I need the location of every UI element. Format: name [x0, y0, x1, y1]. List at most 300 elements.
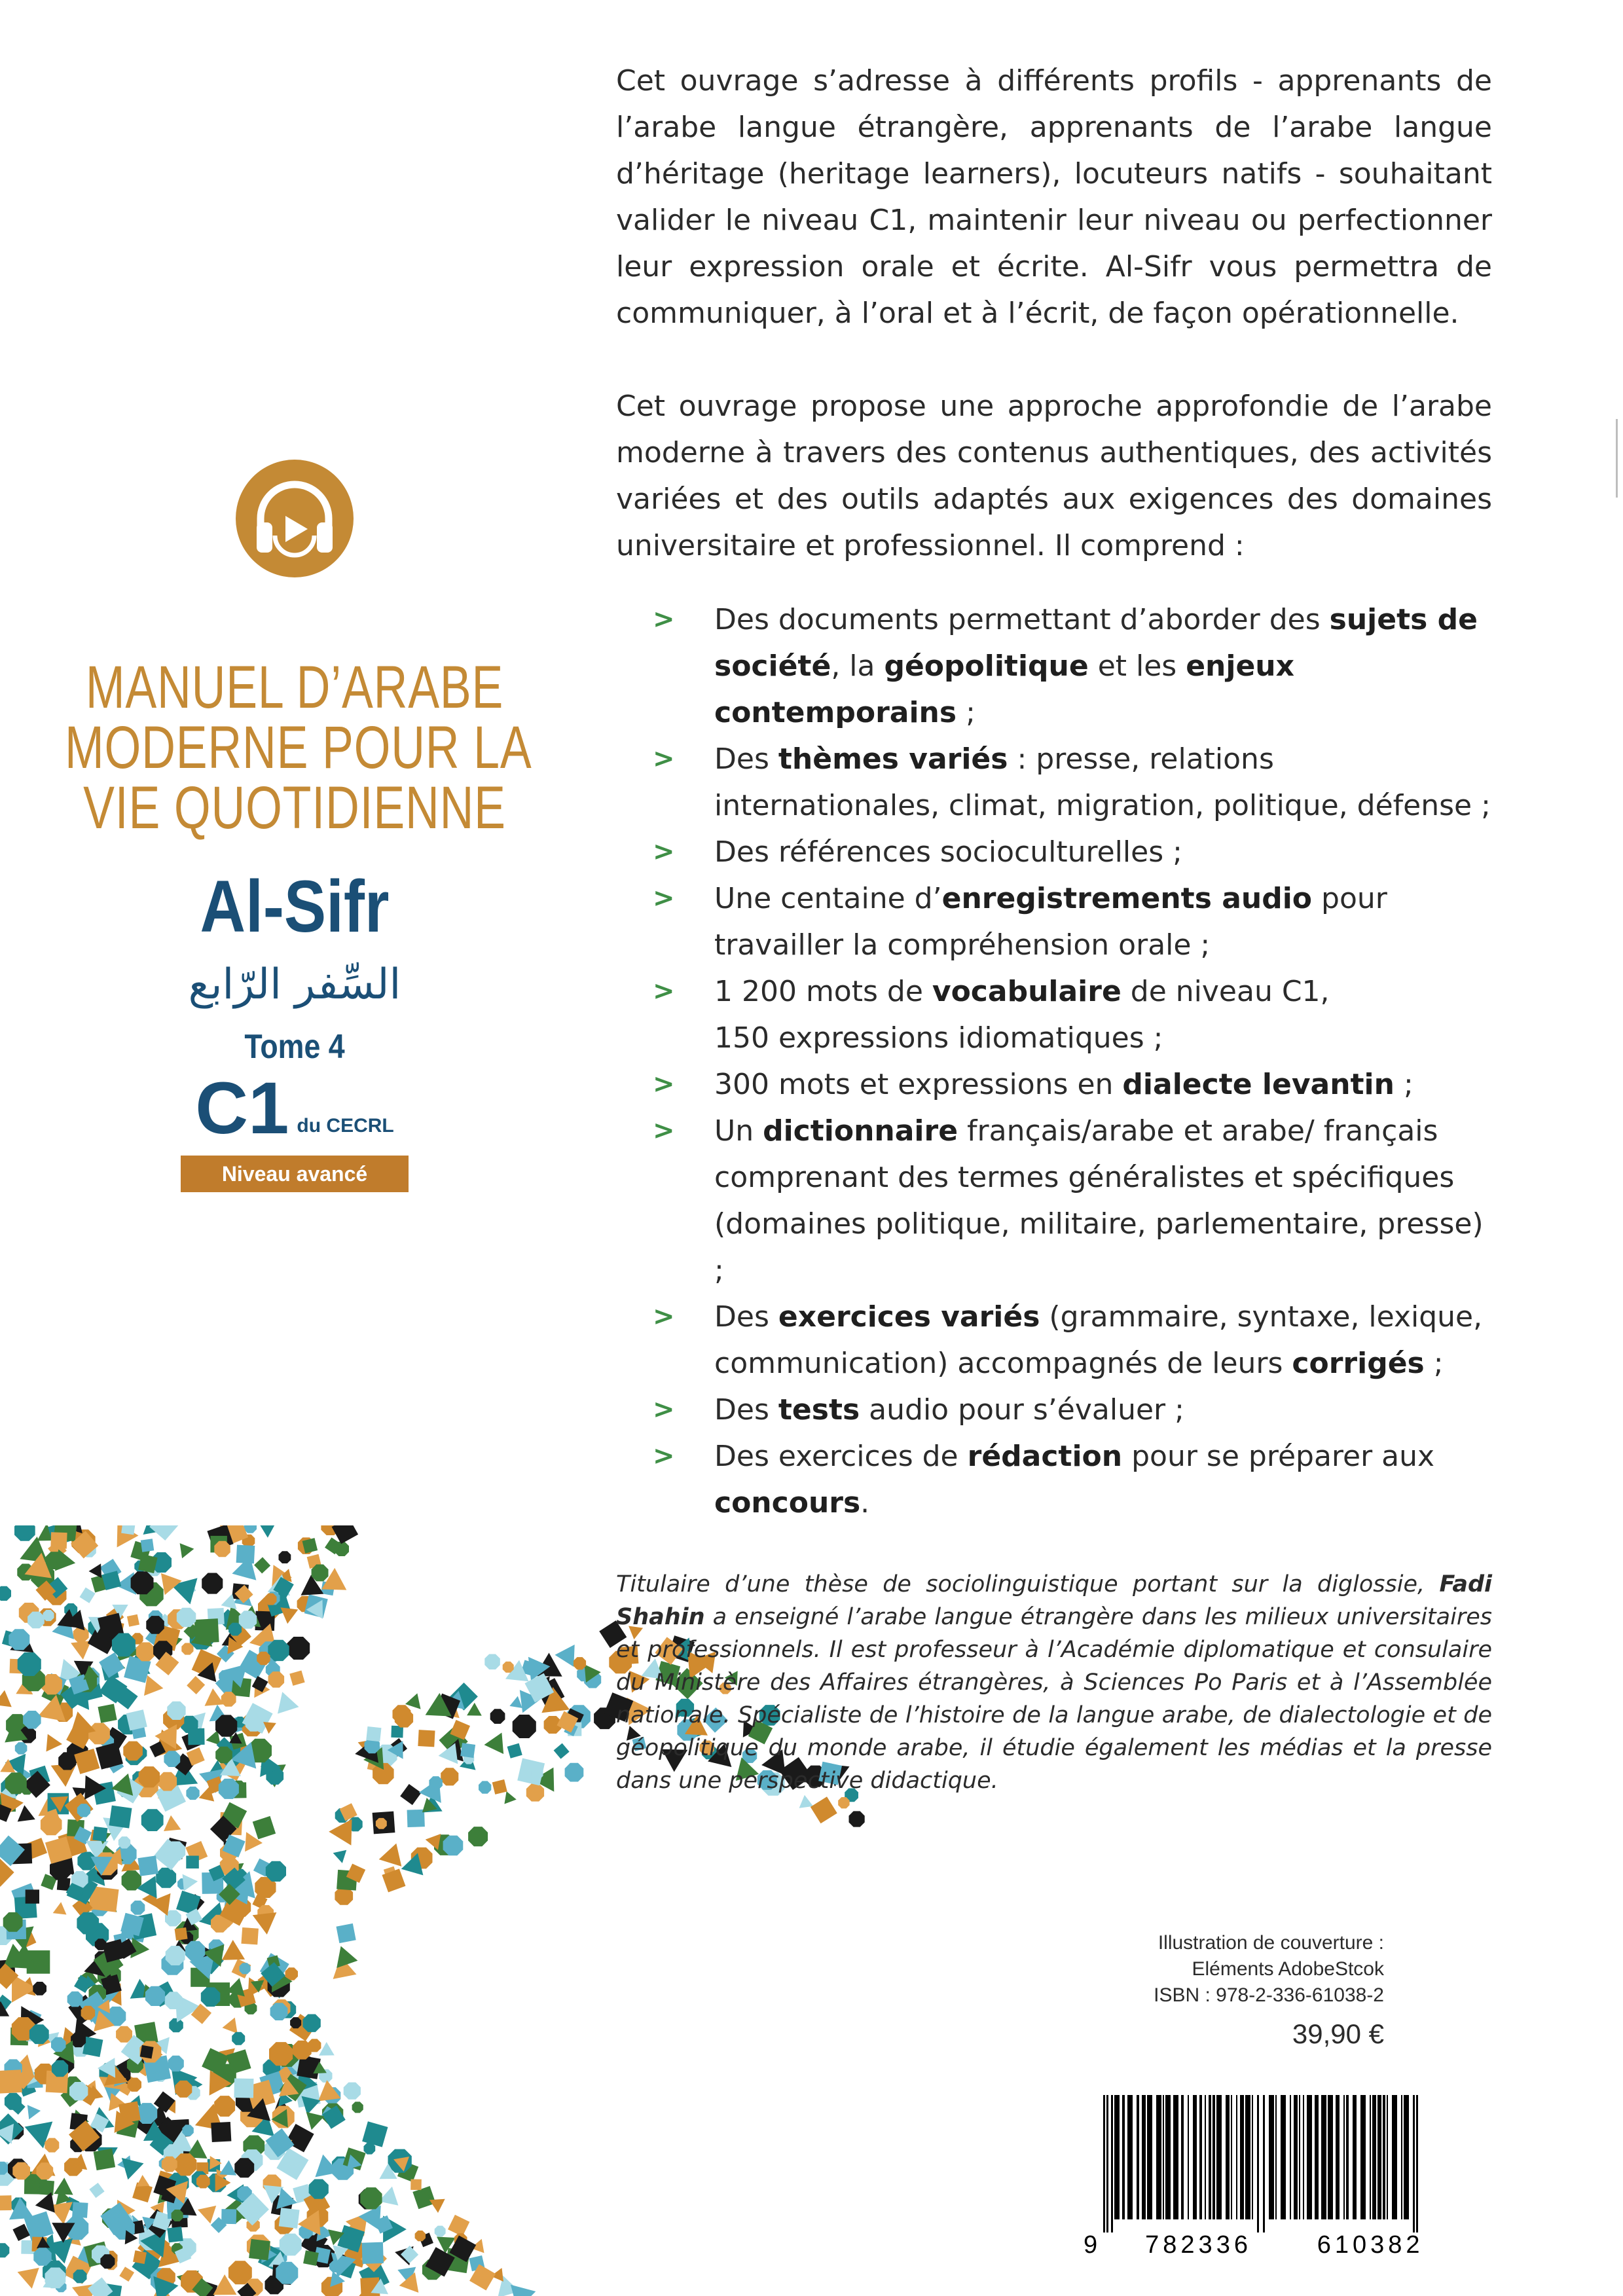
- item-highlight: dialecte levantin: [1122, 1068, 1395, 1101]
- mosaic-tile: [410, 2179, 422, 2190]
- mosaic-tile: [128, 2078, 141, 2092]
- list-item: [616, 1108, 1492, 1294]
- mosaic-tile: [181, 1643, 193, 1655]
- mosaic-tile: [52, 2060, 68, 2077]
- list-item: [616, 829, 1492, 875]
- chevron-right-icon: >: [653, 1441, 675, 1471]
- barcode-bar: [1142, 2095, 1146, 2219]
- barcode-bar: [1343, 2095, 1345, 2219]
- list-item: [616, 968, 1492, 1061]
- barcode-bar: [1199, 2095, 1202, 2219]
- level-row: [0, 1067, 589, 1149]
- mosaic-tile: [214, 1541, 230, 1558]
- item-text: de niveau C1,: [1121, 975, 1330, 1008]
- mosaic-tile: [29, 2024, 49, 2044]
- mosaic-tile: [26, 1889, 39, 1903]
- barcode-bar: [1205, 2095, 1206, 2219]
- item-text: ;: [1424, 1347, 1444, 1380]
- mosaic-tile: [100, 2254, 115, 2269]
- mosaic-tile: [33, 1982, 46, 1995]
- barcode-bar: [1404, 2095, 1409, 2219]
- barcode-bar: [1209, 2095, 1211, 2219]
- mosaic-tile: [119, 1836, 130, 1848]
- mosaic-tile: [221, 1692, 236, 1707]
- mosaic-tile: [249, 2239, 270, 2261]
- barcode-bar: [1321, 2095, 1326, 2219]
- item-text: pour travailler la compréhension orale ;: [714, 882, 1387, 962]
- barcode-bar: [1263, 2095, 1265, 2232]
- mosaic-tile: [88, 1723, 110, 1745]
- barcode-bar: [1269, 2095, 1274, 2219]
- barcode-bar: [1307, 2095, 1312, 2219]
- barcode-bar: [1294, 2095, 1298, 2219]
- mosaic-tile: [46, 1734, 63, 1752]
- item-text: audio pour s’évaluer ;: [860, 1393, 1184, 1427]
- chevron-right-icon: >: [653, 837, 675, 867]
- mosaic-tile: [53, 1902, 67, 1914]
- barcode-bar: [1216, 2095, 1222, 2219]
- mosaic-tile: [43, 1610, 54, 1621]
- series-title-line: MANUEL D’ARABE: [85, 654, 504, 721]
- mosaic-tile: [196, 2175, 210, 2189]
- barcode-bar: [1413, 2095, 1415, 2232]
- mosaic-tile: [167, 2227, 183, 2242]
- mosaic-tile: [41, 1814, 62, 1836]
- barcode-number: [1084, 2231, 1437, 2259]
- mosaic-tile: [198, 2206, 216, 2223]
- mosaic-tile: [205, 1688, 225, 1706]
- barcode-bar: [1346, 2095, 1349, 2219]
- mosaic-tile: [234, 2158, 254, 2178]
- author-bio: [616, 1568, 1492, 1797]
- mosaic-tile: [435, 2226, 446, 2237]
- chevron-right-icon: >: [653, 744, 675, 774]
- mosaic-tile: [144, 1675, 163, 1696]
- mosaic-tile: [215, 1715, 237, 1736]
- mosaic-tile: [236, 1545, 255, 1564]
- mosaic-tile: [141, 1809, 164, 1831]
- mosaic-tile: [366, 1726, 381, 1741]
- mosaic-tile: [240, 1963, 251, 1974]
- chevron-right-icon: >: [653, 976, 675, 1006]
- mosaic-tile: [27, 1612, 45, 1629]
- mosaic-tile: [136, 2103, 157, 2124]
- mosaic-tile: [180, 1543, 194, 1558]
- mosaic-tile: [119, 2101, 141, 2123]
- mosaic-tile: [280, 1607, 298, 1624]
- mosaic-tile: [50, 1532, 67, 1548]
- mosaic-tile: [112, 1633, 136, 1657]
- mosaic-tile: [23, 1711, 41, 1729]
- mosaic-tile: [71, 2032, 86, 2047]
- item-text: 1 200 mots de: [714, 975, 932, 1008]
- mosaic-tile: [116, 2026, 132, 2043]
- mosaic-tile: [531, 1768, 543, 1779]
- mosaic-tile: [72, 2202, 88, 2217]
- mosaic-tile: [156, 1868, 176, 1888]
- item-highlight: enregistrements audio: [941, 882, 1313, 915]
- mosaic-tile: [344, 2083, 361, 2100]
- barcode-bar: [1193, 2095, 1197, 2219]
- barcode-bar: [1328, 2095, 1333, 2219]
- barcode-bar: [1106, 2095, 1108, 2232]
- mosaic-tile: [94, 2149, 115, 2170]
- mosaic-tile: [443, 1836, 464, 1856]
- mosaic-tile: [490, 1709, 505, 1724]
- mosaic-tile: [526, 1783, 544, 1801]
- list-item: [616, 736, 1492, 829]
- book-title: Al-Sifr: [200, 866, 390, 947]
- mosaic-tile: [0, 1586, 11, 1601]
- item-highlight: dictionnaire: [763, 1114, 958, 1148]
- mosaic-tile: [145, 1986, 165, 2006]
- item-text: .: [860, 1486, 870, 1520]
- mosaic-tile: [174, 2153, 196, 2176]
- mosaic-tile: [165, 1992, 183, 2009]
- mosaic-tile: [265, 1594, 277, 1605]
- item-text: 150 expressions idiomatiques ;: [714, 1021, 1163, 1055]
- mosaic-tile: [211, 2122, 231, 2142]
- mosaic-tile: [69, 2082, 88, 2100]
- barcode-bar: [1226, 2095, 1230, 2219]
- barcode-digits-right: 610382: [1317, 2231, 1424, 2259]
- mosaic-tile: [513, 1715, 536, 1738]
- mosaic-tile: [484, 1733, 504, 1755]
- mosaic-tile: [175, 2081, 192, 2098]
- mosaic-tile: [479, 1781, 491, 1793]
- mosaic-tile: [131, 1571, 154, 1594]
- barcode-bar: [1315, 2095, 1319, 2219]
- mosaic-tile: [362, 2242, 384, 2264]
- mosaic-tile: [266, 1861, 286, 1882]
- mosaic-tile: [166, 1946, 185, 1965]
- barcode-icon: [1084, 2095, 1437, 2232]
- volume-label: Tome 4: [244, 1028, 345, 1066]
- mosaic-tile: [246, 1715, 262, 1732]
- mosaic-tile: [167, 1702, 185, 1720]
- mosaic-tile: [123, 1741, 143, 1761]
- credits-block: [991, 1930, 1384, 2009]
- mosaic-tile: [303, 2250, 319, 2266]
- barcode-bar: [1370, 2095, 1371, 2219]
- barcode-bar: [1103, 2095, 1105, 2232]
- mosaic-tile: [287, 1637, 310, 1660]
- bio-text: a enseigné l’arabe langue étrangère dans les milieux universitaires et professionnels. Il est professeur à l’Académie diplomatique et consulaire du Ministère des Affaires étrangères, à Sciences Po Paris et à l’Assemblée nationale. Spécialiste de l’histoire de la langue arabe, de dialectologie et de géopolitique du monde arabe, il étudie également les médias et la presse dans une perspective didactique.: [616, 1604, 1492, 1794]
- mosaic-tile: [289, 1670, 304, 1685]
- page-edge-mark: [1616, 419, 1618, 498]
- mosaic-tile: [202, 1573, 223, 1594]
- mosaic-tile: [379, 1844, 402, 1867]
- mosaic-tile: [119, 2267, 134, 2282]
- mosaic-tile: [503, 1662, 514, 1673]
- item-highlight: géopolitique: [884, 649, 1089, 683]
- mosaic-tile: [3, 1912, 23, 1932]
- mosaic-tile: [139, 1766, 160, 1787]
- series-title-line: VIE QUOTIDIENNE: [83, 774, 506, 841]
- mosaic-tile: [131, 1901, 145, 1915]
- mosaic-tile: [73, 2270, 87, 2284]
- barcode-bar: [1353, 2095, 1357, 2219]
- barcode-bar: [1281, 2095, 1286, 2219]
- mosaic-tile: [146, 1616, 164, 1634]
- mosaic-tile: [429, 2199, 445, 2213]
- mosaic-tile: [88, 2277, 113, 2296]
- mosaic-tile: [186, 1856, 199, 1869]
- mosaic-tile: [302, 2014, 320, 2032]
- mosaic-tile: [468, 1827, 488, 1846]
- level-code: C1: [195, 1067, 289, 1149]
- mosaic-tile: [141, 1539, 155, 1552]
- mosaic-tile: [5, 1772, 27, 1794]
- mosaic-tile: [81, 2006, 96, 2020]
- barcode-bar: [1236, 2095, 1237, 2219]
- mosaic-tile: [555, 1645, 575, 1667]
- mosaic-tile: [77, 1912, 99, 1935]
- item-text: ;: [1394, 1068, 1413, 1101]
- barcode-bar: [1257, 2095, 1259, 2232]
- mosaic-tile: [441, 1768, 458, 1785]
- mosaic-tile: [239, 1611, 257, 1629]
- barcode-bar: [1401, 2095, 1402, 2219]
- mosaic-tile: [169, 2018, 183, 2033]
- mosaic-tile: [407, 1810, 425, 1827]
- item-highlight: exercices variés: [778, 1300, 1040, 1334]
- barcode-digits-left: 782336: [1145, 2231, 1252, 2259]
- chevron-right-icon: >: [653, 1069, 675, 1099]
- mosaic-tile: [18, 1805, 35, 1821]
- chevron-right-icon: >: [653, 1394, 675, 1425]
- mosaic-tile: [221, 2209, 236, 2224]
- mosaic-tile: [333, 1850, 347, 1863]
- item-text: Une centaine d’: [714, 882, 942, 915]
- mosaic-tile: [175, 1927, 188, 1941]
- item-text: Des documents permettant d’aborder des: [714, 603, 1330, 636]
- author-name: Fadi Shahin: [616, 1571, 1492, 1630]
- price: 39,90 €: [1292, 2018, 1384, 2049]
- list-item: [616, 1061, 1492, 1108]
- item-highlight: tests: [778, 1393, 860, 1427]
- item-highlight: concours: [714, 1486, 861, 1520]
- level-badge: Niveau avancé: [181, 1156, 409, 1192]
- mosaic-tile: [55, 1550, 75, 1571]
- mosaic-tile: [215, 1747, 232, 1764]
- mosaic-tile: [98, 1704, 117, 1723]
- barcode-bar: [1181, 2095, 1184, 2219]
- mosaic-tile: [136, 2175, 149, 2187]
- list-item: [616, 1433, 1492, 1526]
- feature-list: [616, 596, 1492, 1526]
- mosaic-tile: [45, 2268, 66, 2289]
- barcode-bar: [1383, 2095, 1385, 2219]
- mosaic-tile: [253, 1816, 276, 1839]
- barcode-bar: [1245, 2095, 1250, 2219]
- mosaic-tile: [214, 2096, 235, 2117]
- barcode-bar: [1372, 2095, 1376, 2219]
- mosaic-tile: [93, 1887, 119, 1912]
- mosaic-tile: [352, 2102, 363, 2113]
- mosaic-tile: [51, 2037, 66, 2052]
- description-column: [616, 58, 1492, 1526]
- title-block: [0, 458, 589, 1192]
- mosaic-tile: [164, 1815, 181, 1831]
- mosaic-tile: [429, 1776, 443, 1790]
- mosaic-tile: [122, 1870, 141, 1890]
- bio-text: Titulaire d’une thèse de sociolinguistique portant sur la diglossie,: [616, 1571, 1440, 1597]
- mosaic-tile: [364, 2143, 376, 2155]
- mosaic-tile: [136, 1643, 155, 1662]
- mosaic-tile: [306, 2112, 325, 2130]
- mosaic-tile: [9, 1629, 29, 1650]
- mosaic-tile: [92, 1827, 107, 1842]
- mosaic-tile: [0, 1690, 12, 1707]
- mosaic-tile: [64, 2158, 82, 2176]
- barcode-bar: [1173, 2095, 1178, 2219]
- barcode-bar: [1213, 2095, 1215, 2219]
- barcode-bar: [1299, 2095, 1300, 2219]
- item-text: , la: [831, 649, 884, 683]
- series-title-line: MODERNE POUR LA: [65, 714, 532, 781]
- barcode-bar: [1111, 2095, 1113, 2232]
- mosaic-tile: [257, 1652, 270, 1665]
- mosaic-tile: [362, 2121, 388, 2147]
- barcode-bar: [1290, 2095, 1291, 2219]
- barcode-bar: [1156, 2095, 1161, 2219]
- chevron-right-icon: >: [653, 883, 675, 913]
- mosaic-tile: [158, 1772, 177, 1791]
- mosaic-tile: [122, 2158, 144, 2179]
- intro-paragraph: Cet ouvrage s’adresse à différents profils - apprenants de l’arabe langue étrangère, apprenants de l’arabe langue d’héritage (heritage learners), locuteurs natifs - souhaitant valider le niveau C1, maintenir leur niveau ou perfectionner leur expression orale et écrite. Al-Sifr vous permettra de communiquer, à l’oral et à l’écrit, de façon opérationnelle.: [616, 64, 1492, 330]
- item-highlight: vocabulaire: [932, 975, 1122, 1008]
- mosaic-tile: [0, 2195, 12, 2210]
- barcode-bar: [1127, 2095, 1133, 2219]
- barcode-bar: [1416, 2095, 1418, 2232]
- mosaic-tile: [376, 1818, 387, 1829]
- mosaic-tile: [232, 2032, 245, 2045]
- mosaic-tile: [27, 2105, 41, 2119]
- list-item: [616, 596, 1492, 736]
- mosaic-tile: [37, 2162, 54, 2179]
- mosaic-tile: [309, 2179, 329, 2199]
- mosaic-tile: [80, 1588, 96, 1603]
- mosaic-tile: [223, 2018, 238, 2034]
- barcode-bar: [1188, 2095, 1189, 2219]
- barcode-bar: [1114, 2095, 1120, 2219]
- item-highlight: rédaction: [967, 1440, 1123, 1473]
- mosaic-tile: [89, 1563, 102, 1578]
- barcode-bar: [1240, 2095, 1244, 2219]
- mosaic-tile: [448, 2215, 469, 2236]
- mosaic-tile: [172, 2210, 183, 2221]
- mosaic-tile: [312, 1565, 329, 1582]
- mosaic-tile: [268, 1640, 289, 1661]
- chevron-right-icon: >: [653, 1302, 675, 1332]
- barcode-bar: [1137, 2095, 1139, 2219]
- item-highlight: thèmes variés: [778, 742, 1008, 776]
- mosaic-tile: [401, 2246, 418, 2263]
- item-text: Des: [714, 1393, 778, 1427]
- mosaic-tile: [186, 1787, 199, 1800]
- mosaic-tile: [259, 1525, 276, 1538]
- barcode-bar: [1303, 2095, 1304, 2219]
- mosaic-tile: [574, 1657, 586, 1669]
- list-item: [616, 1294, 1492, 1387]
- item-text: Des: [714, 742, 778, 776]
- mosaic-tile: [280, 2234, 302, 2256]
- mosaic-tile: [279, 1551, 291, 1563]
- mosaic-tile: [395, 1709, 413, 1727]
- mosaic-tile: [18, 2268, 39, 2289]
- level-framework: du CECRL: [297, 1115, 394, 1137]
- chevron-right-icon: >: [653, 1116, 675, 1146]
- list-item: [616, 1387, 1492, 1433]
- mosaic-tile: [39, 2180, 54, 2196]
- mosaic-tile: [109, 1806, 132, 1829]
- mosaic-tile: [15, 1742, 27, 1755]
- mosaic-tile: [54, 2178, 73, 2195]
- item-text: Des références socioculturelles ;: [714, 835, 1182, 869]
- arabic-title: السِّفر الرّابع: [188, 960, 401, 1009]
- mosaic-tile: [554, 1743, 570, 1759]
- illustration-credit-value: Eléments AdobeStcok: [1192, 1958, 1384, 1980]
- mosaic-tile: [188, 1728, 205, 1745]
- mosaic-tile: [168, 2056, 183, 2071]
- barcode-bar: [1275, 2095, 1277, 2219]
- mosaic-tile: [418, 1730, 435, 1747]
- item-highlight: enjeux contemporains: [714, 649, 1294, 729]
- item-text: : presse, relations internationales, climat, migration, politique, défense ;: [714, 742, 1491, 822]
- mosaic-tile: [201, 1988, 221, 2007]
- barcode-bar: [1147, 2095, 1152, 2219]
- mosaic-tile: [268, 1671, 285, 1688]
- mosaic-tile: [293, 2041, 312, 2060]
- mosaic-tile: [0, 2243, 9, 2257]
- barcode-bar: [1163, 2095, 1164, 2219]
- mosaic-tile: [492, 1779, 507, 1795]
- barcode-bar: [1387, 2095, 1388, 2219]
- mosaic-tile: [849, 1811, 865, 1827]
- mosaic-tile: [162, 2157, 177, 2172]
- mosaic-tile: [415, 2231, 426, 2241]
- mosaic-tile: [329, 1819, 352, 1846]
- mosaic-tile: [177, 1608, 196, 1627]
- mosaic-tile: [234, 2079, 253, 2098]
- barcode-bar: [1252, 2095, 1253, 2219]
- barcode-bar: [1122, 2095, 1125, 2219]
- mosaic-tile: [33, 2248, 51, 2266]
- item-text: Des: [714, 1300, 778, 1334]
- mosaic-tile: [14, 1525, 35, 1541]
- series-title: [65, 654, 532, 841]
- mosaic-tile: [270, 2003, 288, 2020]
- item-text: (grammaire, syntaxe, lexique, communication) accompagnés de leurs: [714, 1300, 1483, 1380]
- mosaic-tile: [811, 1796, 837, 1823]
- mosaic-tile: [185, 1941, 205, 1961]
- mosaic-tile: [504, 1791, 516, 1804]
- mosaic-tile: [276, 2262, 298, 2284]
- mosaic-tile: [405, 1693, 421, 1709]
- mosaic-tile: [166, 1842, 186, 1861]
- headphones-play-icon: [234, 458, 355, 579]
- barcode-bar: [1231, 2095, 1232, 2219]
- item-text: 300 mots et expressions en: [714, 1068, 1123, 1101]
- chevron-right-icon: >: [653, 604, 675, 634]
- item-text: Un: [714, 1114, 763, 1148]
- mosaic-tile: [228, 2261, 252, 2284]
- mosaic-tile: [269, 2042, 293, 2066]
- mosaic-tile: [219, 1779, 239, 1799]
- mosaic-tile: [507, 1743, 522, 1758]
- item-highlight: sujets de société: [714, 603, 1478, 683]
